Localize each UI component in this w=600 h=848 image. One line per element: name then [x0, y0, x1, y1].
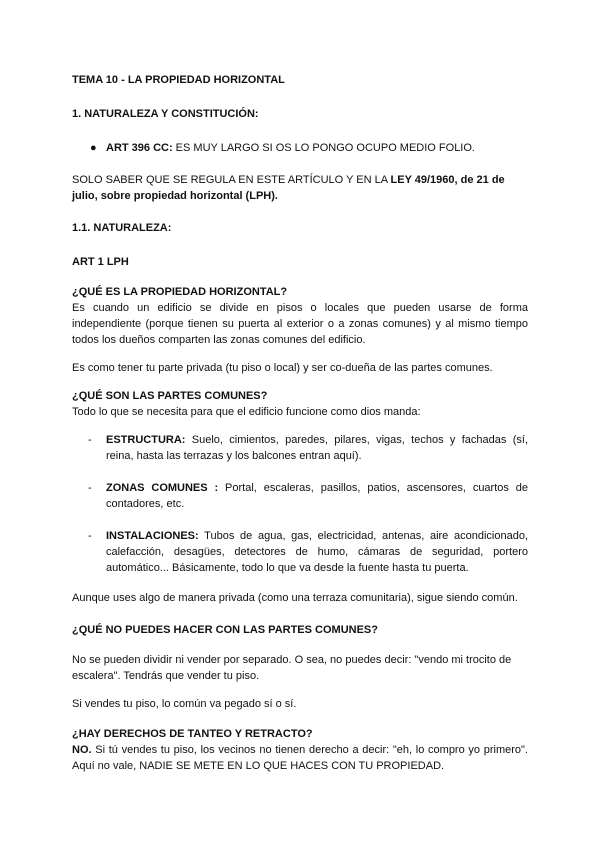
- bullet-art-396: [90, 140, 528, 156]
- list-item-text: [106, 432, 528, 464]
- section-1-heading: 1. NATURALEZA Y CONSTITUCIÓN:: [72, 108, 259, 120]
- dash-marker: -: [88, 482, 92, 494]
- document-page: [72, 72, 528, 774]
- bullet-rest: ES MUY LARGO SI OS LO PONGO OCUPO MEDIO FOLIO.: [172, 142, 475, 154]
- bullet-bold: ART 396 CC:: [106, 142, 173, 154]
- list-item-bold: INSTALACIONES:: [106, 530, 199, 542]
- q1-paragraph-2: Es como tener tu parte privada (tu piso o local) y ser co-dueña de las partes comunes.: [72, 362, 493, 374]
- dash-marker: -: [88, 434, 92, 446]
- list-item-rest: Suelo, cimientos, paredes, pilares, vigas, techos y fachadas (sí, reina, hasta las terrazas y los balcones entran aquí).: [106, 434, 528, 462]
- q3-heading: ¿QUÉ NO PUEDES HACER CON LAS PARTES COMUNES?: [72, 624, 378, 636]
- q3-paragraph-1: No se pueden dividir ni vender por separado. O sea, no puedes decir: "vendo mi trocito de escalera". Tendrás que vender tu piso.: [72, 654, 512, 682]
- section-1-1-heading: 1.1. NATURALEZA:: [72, 222, 172, 234]
- list-item-text: [106, 528, 528, 576]
- list-item: [88, 528, 528, 576]
- paragraph-bold: LEY 49/1960, de 21 de julio, sobre propiedad horizontal (LPH).: [72, 174, 505, 202]
- q2-heading: ¿QUÉ SON LAS PARTES COMUNES?: [72, 390, 268, 402]
- art-heading: ART 1 LPH: [72, 256, 129, 268]
- document-title: TEMA 10 - LA PROPIEDAD HORIZONTAL: [72, 74, 285, 86]
- list-item-bold: ESTRUCTURA:: [106, 434, 186, 446]
- q4-rest: Si tú vendes tu piso, los vecinos no tienen derecho a decir: "eh, lo compro yo primero". Aquí no vale, NADIE SE METE EN LO QUE HACES CON TU PROPIEDAD.: [72, 744, 528, 772]
- list-item-rest: Portal, escaleras, pasillos, patios, ascensores, cuartos de contadores, etc.: [106, 482, 529, 510]
- q1-paragraph-1: Es cuando un edificio se divide en pisos o locales que pueden usarse de forma independiente (porque tienen su puerta al exterior o a zonas comunes) y al mismo tiempo todos los dueños comparten las zonas comunes del edificio.: [72, 302, 528, 346]
- bullet-text: [106, 140, 475, 156]
- dash-marker: -: [88, 530, 92, 542]
- list-item-text: [106, 480, 528, 512]
- list-item-rest: Tubos de agua, gas, electricidad, antenas, aire acondicionado, calefacción, desagües, detectores de humo, cámaras de seguridad, portero automático... Básicamente, todo lo que va desde la fuente hasta tu puerta.: [106, 530, 528, 574]
- section-1-paragraph: [72, 172, 528, 204]
- q4-bold: NO.: [72, 744, 92, 756]
- q4-heading: ¿HAY DERECHOS DE TANTEO Y RETRACTO?: [72, 728, 313, 740]
- list-item-bold: ZONAS COMUNES :: [106, 482, 219, 494]
- bullet-dot-icon: ●: [90, 142, 97, 154]
- list-item: [88, 480, 528, 512]
- q2-outro: Aunque uses algo de manera privada (como una terraza comunitaria), sigue siendo común.: [72, 592, 518, 604]
- list-item: [88, 432, 528, 464]
- paragraph-text: SOLO SABER QUE SE REGULA EN ESTE ARTÍCULO Y EN LA: [72, 174, 391, 186]
- q3-paragraph-2: Si vendes tu piso, lo común va pegado sí o sí.: [72, 698, 297, 710]
- q1-heading: ¿QUÉ ES LA PROPIEDAD HORIZONTAL?: [72, 286, 288, 298]
- q2-intro: Todo lo que se necesita para que el edificio funcione como dios manda:: [72, 406, 421, 418]
- q4-paragraph-1: [72, 742, 528, 774]
